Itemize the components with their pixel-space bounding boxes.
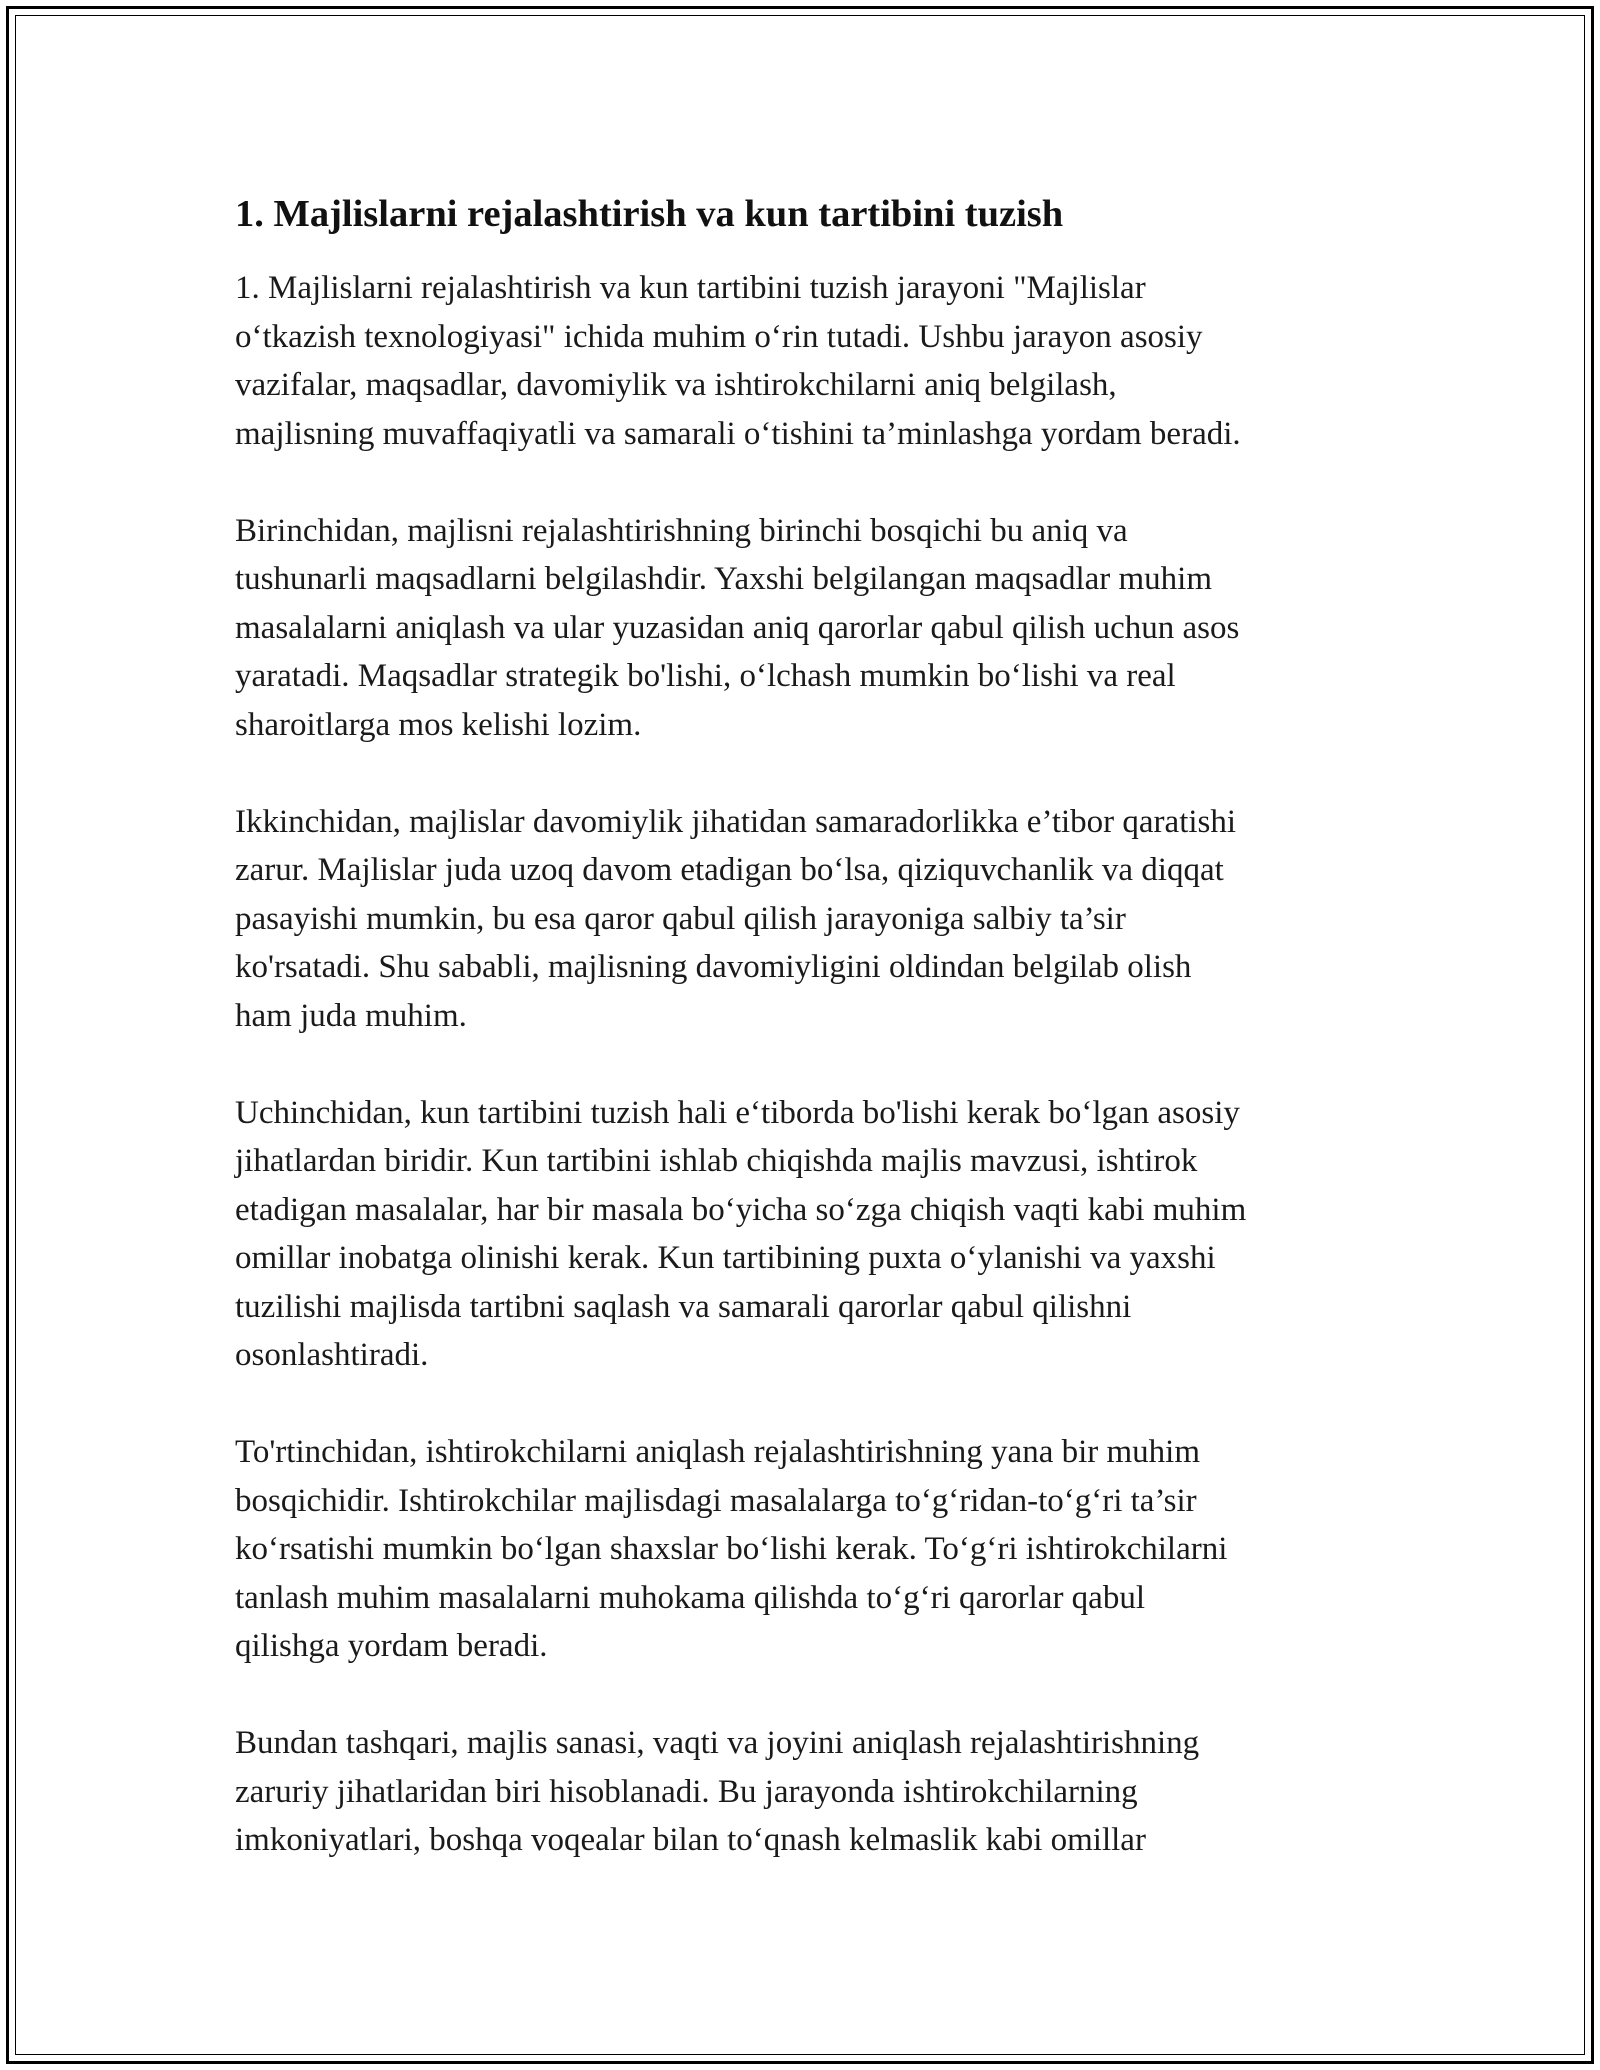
paragraph-third-point: Uchinchidan, kun tartibini tuzish hali e‘tiborda bo'lishi kerak bo‘lgan asosiy jihatlardan biridir. Kun tartibini ishlab chiqishda majlis mavzusi, ishtirok etadigan masalalar, har bir masala bo‘yicha so‘zga chiqish vaqti kabi muhim omillar inobatga olinishi kerak. Kun tartibining puxta o‘ylanishi va yaxshi tuzilishi majlisda tartibni saqlash va samarali qarorlar qabul qilishni osonlashtiradi.: [235, 1094, 1247, 1373]
document-body: [235, 186, 1375, 1913]
paragraph-additional: Bundan tashqari, majlis sanasi, vaqti va joyini aniqlash rejalashtirishning zaruriy jihatlaridan biri hisoblanadi. Bu jarayonda ishtirokchilarning imkoniyatlari, boshqa voqealar bilan to‘qnash kelmaslik kabi omillar: [235, 1725, 1200, 1858]
paragraph-intro: 1. Majlislarni rejalashtirish va kun tartibini tuzish jarayoni "Majlislar o‘tkazish texnologiyasi" ichida muhim o‘rin tutadi. Ushbu jarayon asosiy vazifalar, maqsadlar, davomiylik va ishtirokchilarni aniq belgilash, majlisning muvaffaqiyatli va samarali o‘tishini ta’minlashga yordam beradi.: [235, 270, 1241, 452]
paragraph-fourth-point: To'rtinchidan, ishtirokchilarni aniqlash rejalashtirishning yana bir muhim bosqichidir. Ishtirokchilar majlisdagi masalalarga to‘g‘ridan-to‘g‘ri ta’sir ko‘rsatishi mumkin bo‘lgan shaxslar bo‘lishi kerak. To‘g‘ri ishtirokchilarni tanlash muhim masalalarni muhokama qilishda to‘g‘ri qarorlar qabul qilishga yordam beradi.: [235, 1434, 1228, 1664]
paragraph-second-point: Ikkinchidan, majlislar davomiylik jihatidan samaradorlikka e’tibor qaratishi zarur. Majlislar juda uzoq davom etadigan bo‘lsa, qiziquvchanlik va diqqat pasayishi mumkin, bu esa qaror qabul qilish jarayoniga salbiy ta’sir ko'rsatadi. Shu sababli, majlisning davomiyligini oldindan belgilab olish ham juda muhim.: [235, 803, 1237, 1034]
document-title: 1. Majlislarni rejalashtirish va kun tartibini tuzish: [235, 193, 1064, 235]
paragraph-first-point: Birinchidan, majlisni rejalashtirishning birinchi bosqichi bu aniq va tushunarli maqsadlarni belgilashdir. Yaxshi belgilangan maqsadlar muhim masalalarni aniqlash va ular yuzasidan aniq qarorlar qabul qilish uchun asos yaratadi. Maqsadlar strategik bo'lishi, o‘lchash mumkin bo‘lishi va real sharoitlarga mos kelishi lozim.: [235, 512, 1240, 743]
